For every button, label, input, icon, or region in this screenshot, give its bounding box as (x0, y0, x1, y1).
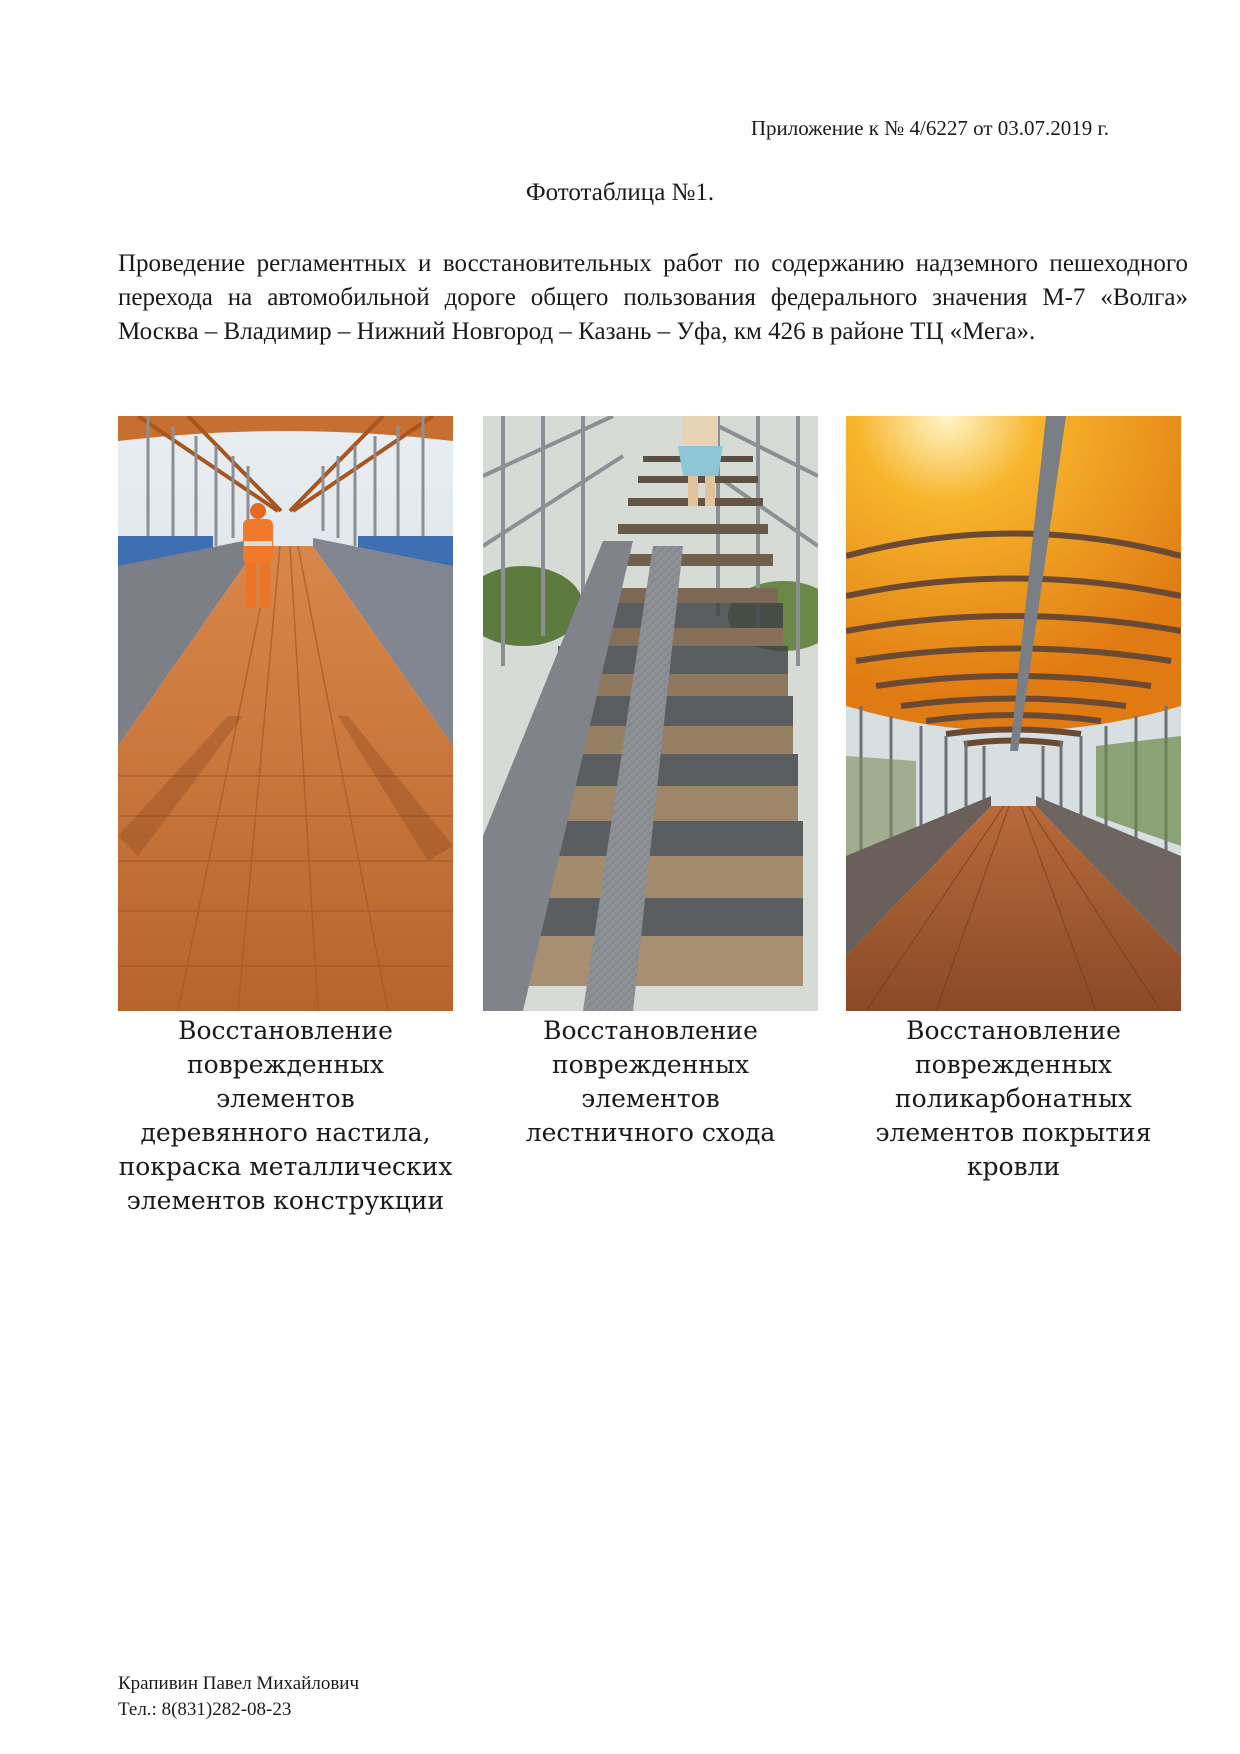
caption-roof-structure (846, 1014, 1181, 1184)
caption-line: поликарбонатных (895, 1084, 1132, 1113)
photo-staircase (483, 416, 818, 1011)
photo-table (118, 416, 1188, 1016)
photo-roof-structure (846, 416, 1181, 1011)
caption-line: лестничного схода (525, 1118, 776, 1147)
caption-line: покраска металлических (118, 1152, 453, 1181)
page-title: Фототаблица №1. (525, 179, 715, 206)
caption-line: поврежденных элементов (186, 1050, 385, 1113)
caption-walkway-deck (118, 1014, 453, 1218)
caption-line: Восстановление (178, 1016, 393, 1045)
appendix-reference: Приложение к № 4/6227 от 03.07.2019 г. (750, 116, 1109, 140)
caption-line: Восстановление (543, 1016, 758, 1045)
intro-paragraph: Проведение регламентных и восстановительных работ по содержанию надземного пешеходного перехода на автомобильной дороге общего пользования федерального значения М-7 «Волга» Москва – Владимир – Нижний Новгород – Казань – Уфа, км 426 в районе ТЦ «Мега». (118, 250, 1188, 345)
photo-captions (118, 1014, 1188, 1215)
caption-line: деревянного настила, (140, 1118, 431, 1147)
footer-contact (118, 1671, 359, 1723)
contact-phone: Тел.: 8(831)282-08-23 (118, 1699, 292, 1720)
caption-line: поврежденных элементов (551, 1050, 750, 1113)
caption-line: поврежденных (914, 1050, 1113, 1079)
caption-line: кровли (966, 1152, 1061, 1181)
caption-staircase (483, 1014, 818, 1150)
contact-name: Крапивин Павел Михайлович (118, 1673, 360, 1694)
caption-line: элементов покрытия (875, 1118, 1152, 1147)
caption-line: элементов конструкции (126, 1186, 445, 1215)
caption-line: Восстановление (906, 1016, 1121, 1045)
photo-walkway-deck (118, 416, 453, 1011)
